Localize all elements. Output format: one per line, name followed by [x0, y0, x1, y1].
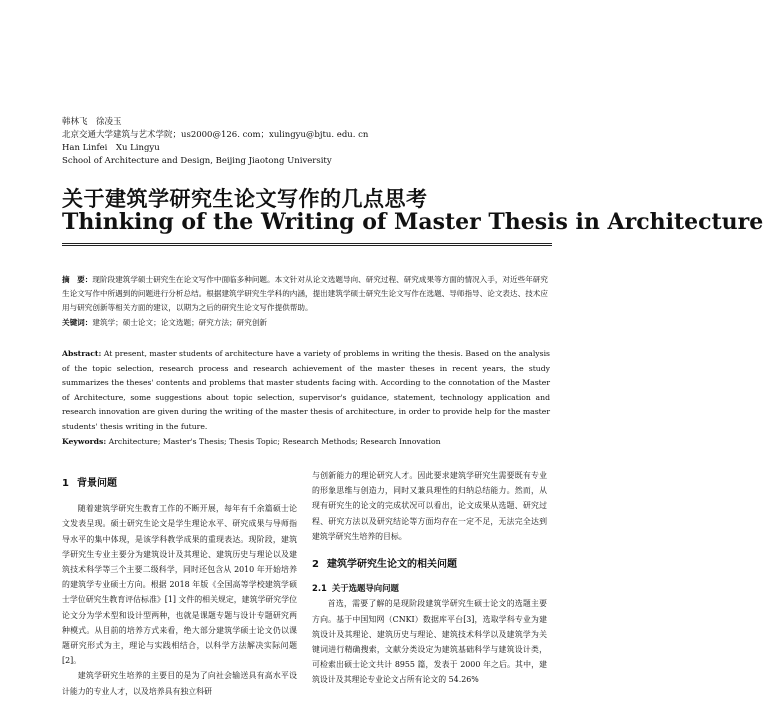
section-2-1-title: 关于选题导向问题 [331, 583, 399, 594]
section-2-1-number: 2.1 [312, 583, 327, 594]
abstract-cn-label: 摘 要： [62, 275, 93, 284]
keywords-en-text: Architecture; Master's Thesis; Thesis Topic; Research Methods; Research Innovation [106, 436, 441, 446]
title-rule-top [62, 243, 552, 244]
section-2-1-heading [312, 581, 547, 596]
abstract-en [62, 347, 550, 449]
keywords-cn-text: 建筑学；硕士论文；论文选题；研究方法；研究创新 [92, 318, 268, 327]
author-names-en: Han Linfei Xu Lingyu [62, 143, 160, 153]
section-2-number: 2 [312, 559, 319, 571]
abstract-en-label: Abstract: [62, 349, 102, 358]
abstract-cn-text: 现阶段建筑学硕士研究生在论文写作中面临多种问题。本文针对从论文选题导向、研究过程、研究成果等方面的情况入手，对近些年研究生论文写作中所遇到的问题进行分析总结。根据建筑学研究生学科的内涵，提出建筑学硕士研究生论文写作在选题、导师指导、论文表达、技术应用与研究创新等相关方面的建议，以期为之后的研究生论文写作提供帮助。 [62, 275, 548, 312]
section-2-1-paragraph: 首选，需要了解的是现阶段建筑学研究生硕士论文的选题主要方向。基于中国知网（CNKI）数据库平台[3]，选取学科专业为建筑设计及其理论、建筑历史与理论、建筑技术科学以及建筑学为关键词进行精确搜索，文献分类设定为建筑基础科学与建筑设计类，可检索出硕士论文共计 8955 篇，发表于 2000 年之后。其中，建筑设计及其理论专业论文占所有论文的 54.26% [312, 599, 547, 685]
title-en: Thinking of the Writing of Master Thesis in Architecture [62, 209, 763, 235]
right-column [312, 468, 547, 688]
section-1-paragraph-2: 建筑学研究生培养的主要目的是为了向社会输送具有高水平设计能力的专业人才，以及培养具有独立科研 [62, 671, 297, 696]
author-affiliation-cn: 北京交通大学建筑与艺术学院；us2000@126. com；xulingyu@bjtu. edu. cn [62, 130, 369, 140]
author-affiliation-en: School of Architecture and Design, Beijing Jiaotong University [62, 156, 332, 166]
abstract-cn-body [62, 273, 550, 315]
section-2-title: 建筑学研究生论文的相关问题 [326, 559, 457, 571]
keywords-cn [62, 316, 550, 330]
keywords-en-label: Keywords: [62, 436, 107, 446]
continued-paragraph: 与创新能力的理论研究人才。因此要求建筑学研究生需要既有专业的形象思维与创造力，同时又兼具理性的归纳总结能力。然而，从现有研究生的论文的完成状况可以看出，论文成果从选题、研究过程、研究方法以及研究结论等方面均存在一定不足，无法完全达到建筑学研究生培养的目标。 [312, 471, 547, 541]
keywords-cn-label: 关键词： [62, 318, 93, 327]
section-1-title: 背景问题 [76, 478, 117, 489]
author-block [62, 116, 562, 168]
section-1-heading [62, 476, 297, 491]
abstract-cn [62, 273, 550, 330]
section-1-number: 1 [62, 478, 69, 489]
section-2-heading [312, 557, 547, 572]
title-rule-bottom [62, 245, 552, 246]
keywords-en [62, 435, 550, 450]
abstract-en-text: At present, master students of architecture have a variety of problems in writing the thesis. Based on the analysis of the topic selection, research process and research achievement of the master theses in recent years, the study summarizes the theses' contents and problems that master students facing with. According to the connotation of the Master of Architecture, some suggestions about topic selection, supervisor's guidance, statement, technology application and research innovation are given during the writing of the master thesis of architecture, in order to provide help for the master students' thesis writing in the future. [62, 349, 550, 431]
left-column [62, 468, 297, 699]
section-1-paragraph-1: 随着建筑学研究生教育工作的不断开展，每年有千余篇硕士论文发表呈现。硕士研究生论文是学生理论水平、研究成果与导师指导水平的集中体现，是该学科教学成果的重现表达。现阶段，建筑学研究生专业主要分为建筑设计及其理论、建筑历史与理论以及建筑技术科学等三个主要二级科学，同时还包含从 2010 年开始培养的建筑学专业硕士方向。根据 2018 年版《全国高等学校建筑学硕士学位研究生教育评估标准》[1] 文件的相关规定，建筑学研究学位论文分为学术型和设计型两种，也就是课题专题与设计专题研究两种模式。从目前的培养方式来看，绝大部分建筑学硕士论文仍以课题研究形式为主，理论与实践相结合，以科学方法解决实际问题[2]。 [62, 504, 297, 666]
author-names-cn: 韩林飞 徐凌玉 [62, 117, 122, 127]
title-cn: 关于建筑学研究生论文写作的几点思考 [62, 186, 428, 211]
abstract-en-body [62, 347, 550, 435]
